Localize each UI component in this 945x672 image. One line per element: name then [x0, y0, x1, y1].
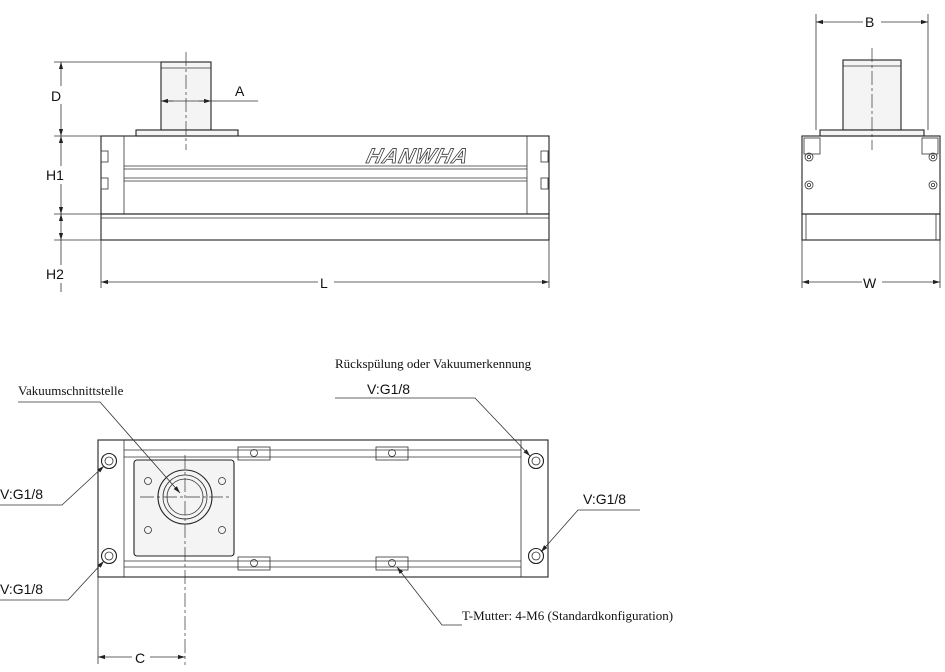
top-t-nut	[238, 557, 270, 570]
dim-b-label: B	[865, 14, 875, 30]
front-body	[101, 136, 549, 214]
dim-w-label: W	[863, 275, 877, 291]
label-port-right: V:G1/8	[583, 491, 627, 507]
leader-backflush	[335, 398, 530, 456]
side-body	[802, 136, 940, 214]
dim-d-label: D	[51, 88, 62, 104]
top-t-nut	[376, 557, 408, 570]
top-port-right-lower	[529, 549, 544, 564]
dim-a-label: A	[235, 83, 245, 99]
label-t-nut: T-Mutter: 4-M6 (Standardkonfiguration)	[462, 608, 674, 623]
side-base-plate	[802, 214, 940, 240]
label-port-top-right: V:G1/8	[367, 381, 411, 397]
top-view	[0, 356, 673, 666]
dim-h1-label: H1	[46, 167, 64, 183]
side-view	[802, 13, 940, 291]
front-view	[45, 52, 549, 292]
label-port-left-upper: V:G1/8	[0, 486, 44, 502]
top-port-right-upper	[529, 454, 544, 469]
top-mounting-plate	[134, 460, 234, 556]
label-vacuum-interface: Vakuumschnittstelle	[18, 383, 124, 398]
side-port-circle	[805, 181, 813, 189]
dim-c-label: C	[135, 650, 146, 666]
leader-t-nut	[397, 567, 462, 625]
front-slot-marker	[541, 178, 548, 189]
front-vacuum-stub	[161, 62, 211, 130]
label-backflush: Rückspülung oder Vakuumerkennung	[335, 356, 532, 371]
dim-h2-label: H2	[46, 266, 64, 282]
side-port-circle	[929, 181, 937, 189]
front-slot-marker	[101, 151, 108, 162]
front-flange	[136, 130, 238, 136]
leader-port-right	[541, 510, 640, 552]
dim-l-label: L	[320, 275, 328, 291]
front-slot-marker	[541, 151, 548, 162]
front-slot-marker	[101, 178, 108, 189]
front-brand-logo: HANWHA	[364, 144, 472, 168]
top-t-nut	[238, 447, 270, 460]
top-t-nut	[376, 447, 408, 460]
label-port-left-lower: V:G1/8	[0, 581, 44, 597]
